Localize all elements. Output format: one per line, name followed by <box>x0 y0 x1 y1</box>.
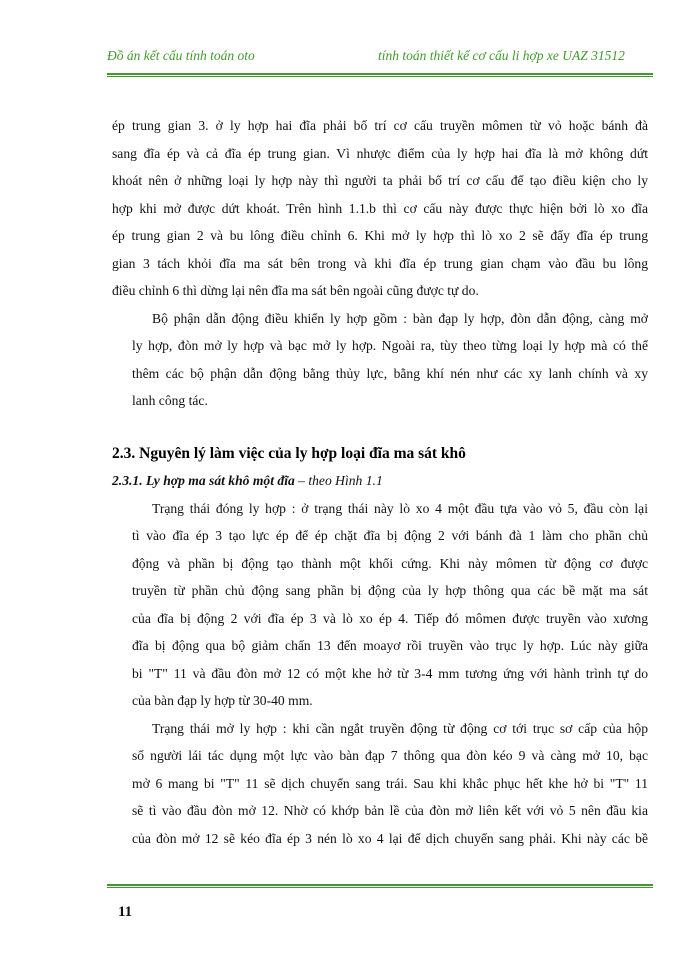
text-line: đĩa bị động qua bộ giảm chấn 13 đến moayơ rồi truyền vào trục ly hợp. Lúc này giữa <box>132 638 648 653</box>
text-line: số người lái tác dụng một lực vào bàn đạp 7 thông qua đòn kéo 9 và càng mở 10, bạc <box>132 748 648 763</box>
text-line: mở 6 mang bi "T" 11 sẽ dịch chuyển sang trái. Sau khi khắc phục hết khe hở bi "T" 11 <box>132 775 648 791</box>
subsection-reference: – theo Hình 1.1 <box>294 472 383 488</box>
footer-divider <box>107 884 653 889</box>
text-line: lanh công tác. <box>132 393 208 408</box>
subsection-heading <box>112 469 648 493</box>
paragraph-1 <box>112 112 648 305</box>
text-line: bi "T" 11 và đầu đòn mở 12 có một khe hở từ 3-4 mm tương ứng với hành trình tự do <box>132 665 648 681</box>
text-line: của đòn mở 12 sẽ kéo đĩa ép 3 nén lò xo 4 lại để dịch chuyển sang phải. Khi này các bề <box>132 830 648 846</box>
subsection-title: 2.3.1. Ly hợp ma sát khô một đĩa <box>112 472 295 488</box>
paragraph-4 <box>112 715 648 853</box>
header-divider <box>107 73 653 78</box>
paragraph-2 <box>112 305 648 415</box>
text-line: Bộ phận dẫn động điều khiển ly hợp gồm : bàn đạp ly hợp, đòn dẫn động, càng mở <box>152 310 648 326</box>
text-line: ly hợp, đòn mở ly hợp và bạc mở ly hợp. Ngoài ra, tùy theo từng loại ly hợp mà có thể <box>132 338 648 353</box>
text-line: khoát nên ở những loại ly hợp này thì người ta phải bố trí cơ cấu để tạo điều kiện cho ly <box>112 173 648 188</box>
running-header <box>107 48 653 68</box>
text-line: tì vào đĩa ép 3 tạo lực ép để ép chặt đĩa bị động 2 với bánh đà 1 làm cho phần chủ <box>132 528 648 543</box>
page-number: 11 <box>118 904 133 920</box>
header-left-title: Đồ án kết cấu tính toán oto <box>107 48 255 63</box>
text-line: hợp khi mở được dứt khoát. Trên hình 1.1.b thì cơ cấu này được thực hiện bởi lò xo đĩa <box>112 200 648 216</box>
section-heading: 2.3. Nguyên lý làm việc của ly hợp loại đĩa ma sát khô <box>112 444 466 462</box>
text-line: sẽ tì vào đầu đòn mở 12. Nhờ có khớp bản lề của đòn mở liên kết với vỏ 5 nên đầu kia <box>132 803 648 818</box>
text-line: động và phần bị động tạo thành một khối cứng. Khi này mômen từ động cơ được <box>132 555 648 571</box>
text-line: truyền từ phần chủ động sang phần bị động của ly hợp thông qua các bề mặt ma sát <box>132 583 648 598</box>
text-line: gian 3 tách khỏi đĩa ma sát bên trong và khi đĩa ép trung gian chạm vào đầu bu lông <box>112 255 648 271</box>
text-line: của đĩa bị động 2 với đĩa ép 3 và lò xo ép 4. Tiếp đó mômen được truyền vào xương <box>132 610 648 626</box>
text-line: Trạng thái mở ly hợp : khi cần ngắt truyền động từ động cơ tới trục sơ cấp của hộp <box>152 720 648 736</box>
paragraph-3 <box>112 495 648 715</box>
text-line: Trạng thái đóng ly hợp : ở trạng thái này lò xo 4 một đầu tựa vào vỏ 5, đầu còn lại <box>152 500 648 516</box>
page-body <box>112 112 648 852</box>
text-line: của bàn đạp ly hợp từ 30-40 mm. <box>132 693 313 708</box>
text-line: ép trung gian 3. ở ly hợp hai đĩa phải bố trí cơ cấu truyền mômen từ vỏ hoặc bánh đà <box>112 118 648 133</box>
text-line: ép trung gian 2 và bu lông điều chỉnh 6. Khi mở ly hợp thì lò xo 2 sẽ đẩy đĩa ép trung <box>112 228 648 243</box>
text-line: điều chỉnh 6 thì dừng lại nên đĩa ma sát bên ngoài cũng được tự do. <box>112 283 479 298</box>
header-right-title: tính toán thiết kế cơ cấu li hợp xe UAZ 31512 <box>378 48 625 63</box>
text-line: thêm các bộ phận dẫn động bằng thủy lực, bằng khí nén như các xy lanh chính và xy <box>132 365 648 381</box>
text-line: sang đĩa ép và cả đĩa ép trung gian. Vì nhược điểm của ly hợp hai đĩa là mở không dứt <box>112 145 648 161</box>
